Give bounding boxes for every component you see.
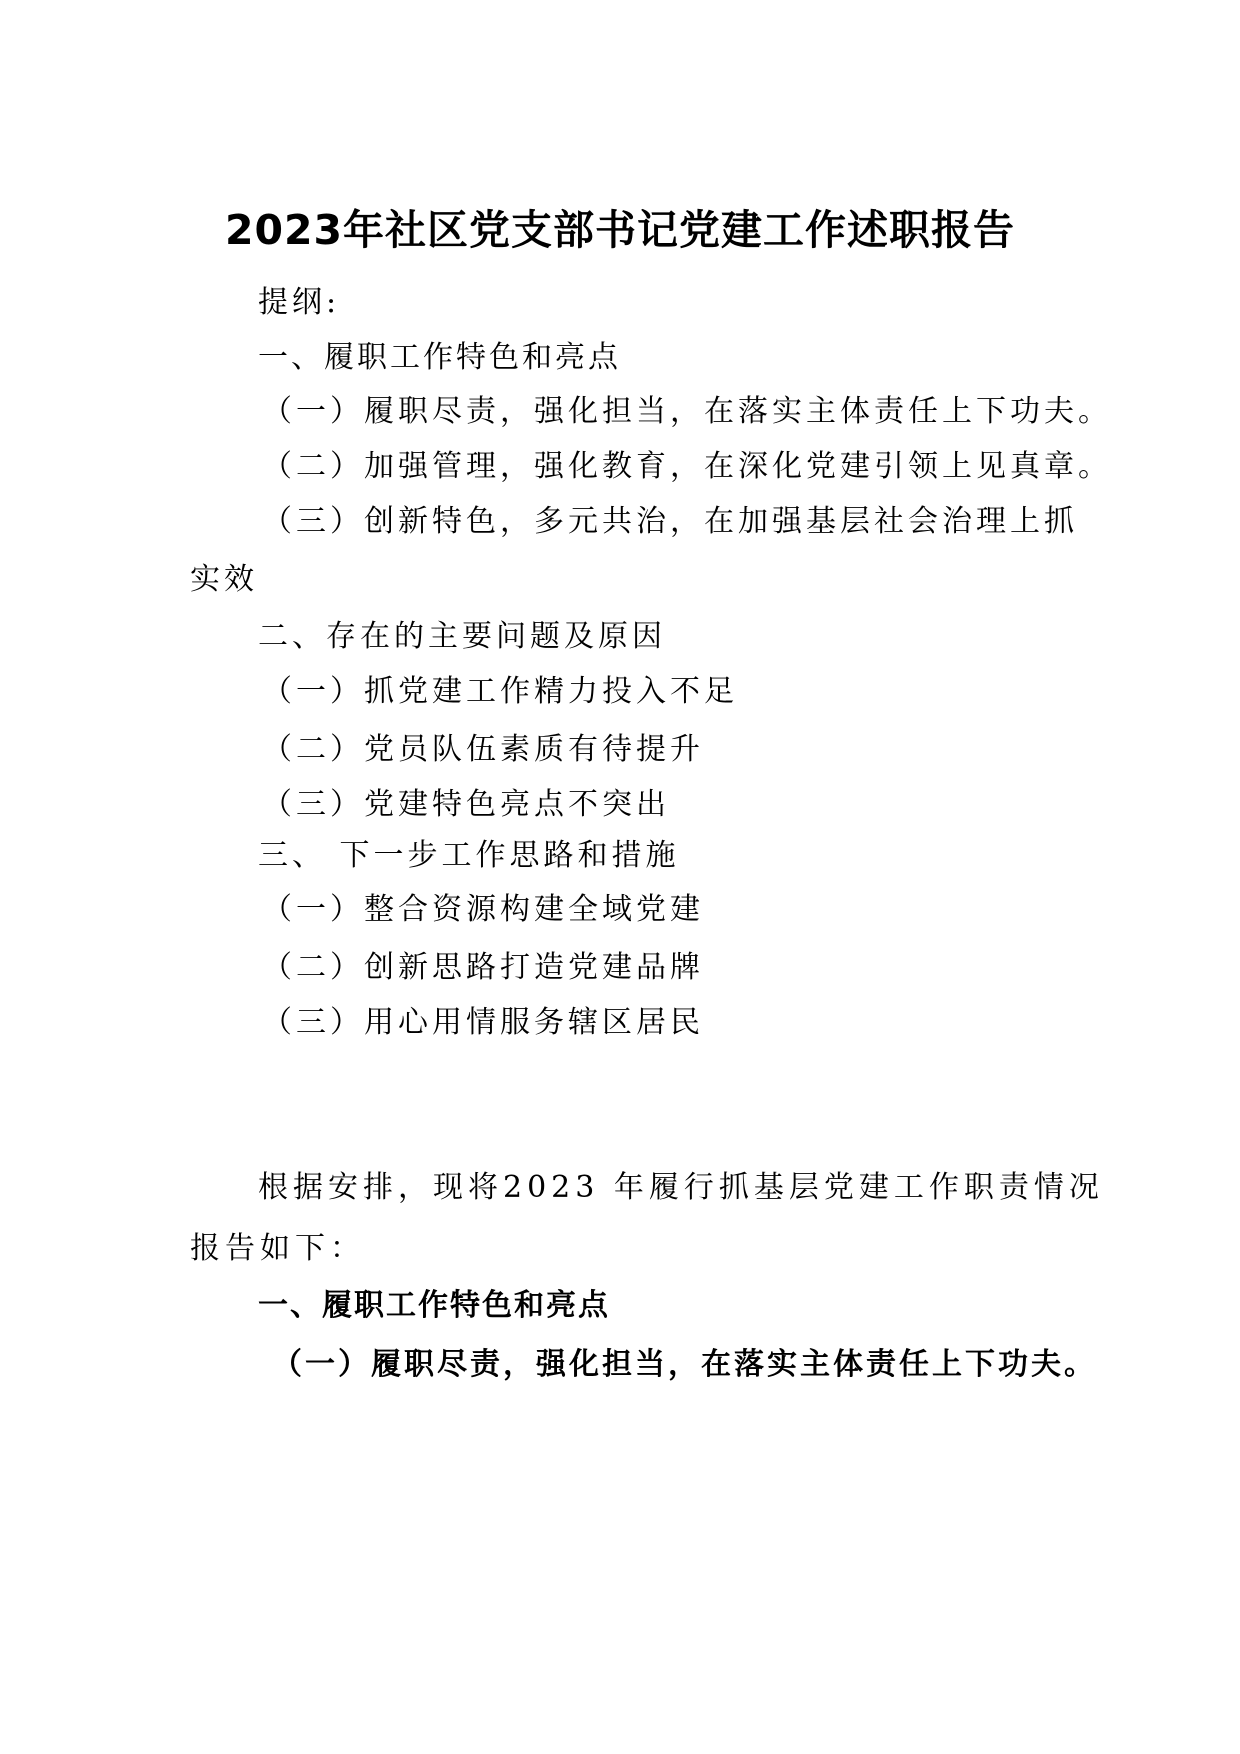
- body-section1-item1: （一）履职尽责，强化担当，在落实主体责任上下功夫。: [272, 1347, 1097, 1382]
- outline-section2-item3: （三）党建特色亮点不突出: [262, 787, 670, 822]
- outline-label: 提纲:: [258, 285, 341, 320]
- outline-section3-item3: （三）用心用情服务辖区居民: [262, 1005, 704, 1040]
- body-intro-line1: 根据安排，现将2023 年履行抓基层党建工作职责情况: [258, 1170, 1104, 1205]
- outline-section1-item2: （二）加强管理，强化教育，在深化党建引领上见真章。: [262, 449, 1112, 484]
- document-title: 2023年社区党支部书记党建工作述职报告: [224, 206, 1016, 254]
- outline-section1-item3-line1: （三）创新特色，多元共治，在加强基层社会治理上抓: [262, 504, 1078, 539]
- outline-section1-item3-line2: 实效: [190, 562, 258, 597]
- outline-section2-item2: （二）党员队伍素质有待提升: [262, 732, 704, 767]
- outline-section2-heading: 二、存在的主要问题及原因: [258, 619, 666, 654]
- outline-section3-item1: （一）整合资源构建全域党建: [262, 892, 704, 927]
- body-section1-heading: 一、履职工作特色和亮点: [258, 1288, 610, 1323]
- outline-section2-item1: （一）抓党建工作精力投入不足: [262, 674, 738, 709]
- body-intro-line2: 报告如下：: [190, 1231, 365, 1266]
- outline-section3-heading: 三、 下一步工作思路和措施: [258, 838, 680, 873]
- outline-section3-item2: （二）创新思路打造党建品牌: [262, 950, 704, 985]
- outline-section1-heading: 一、履职工作特色和亮点: [258, 340, 621, 375]
- outline-section1-item1: （一）履职尽责，强化担当，在落实主体责任上下功夫。: [262, 394, 1112, 429]
